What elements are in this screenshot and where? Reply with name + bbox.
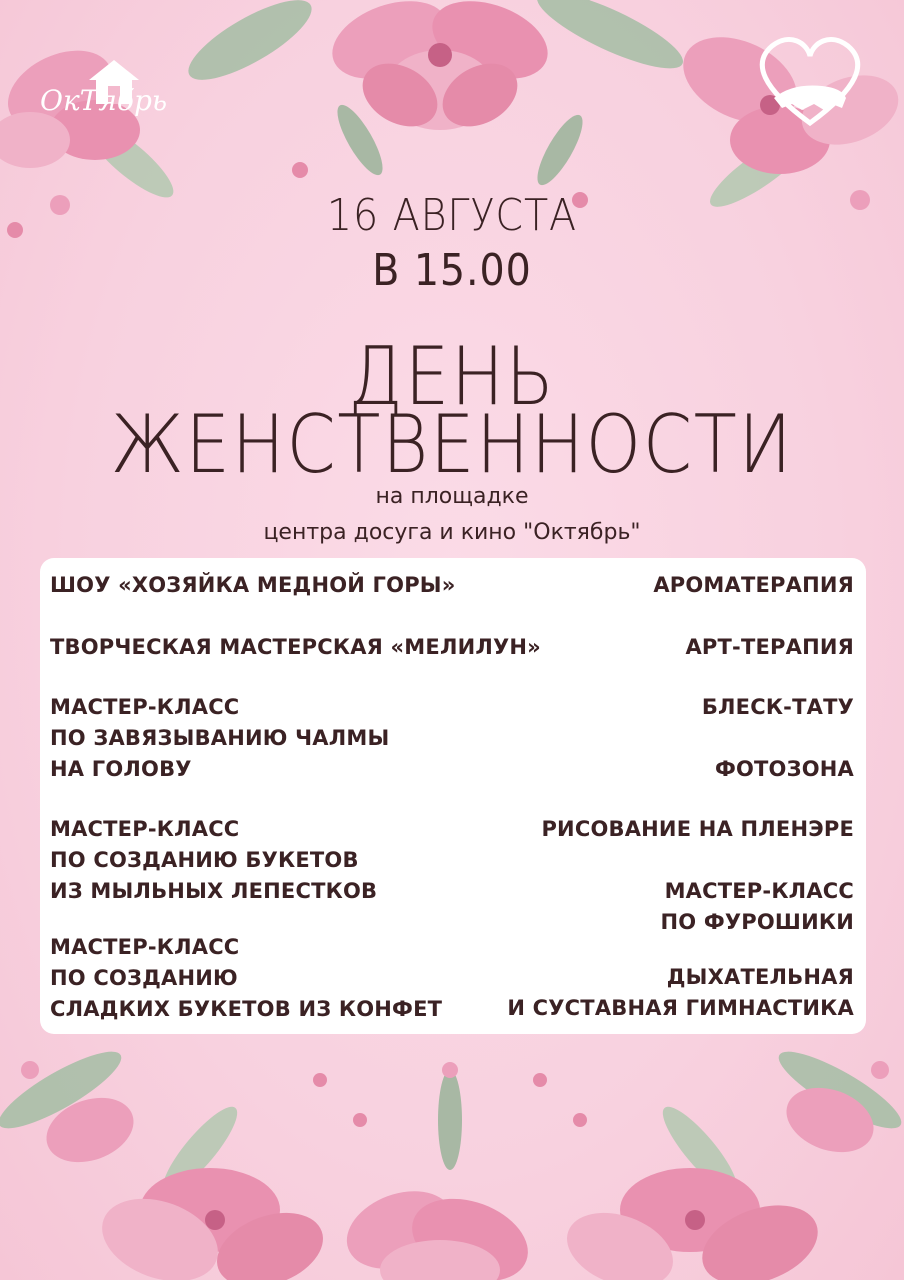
- program-item-text: МАСТЕР-КЛАСС: [50, 817, 240, 841]
- program-item-text: РИСОВАНИЕ НА ПЛЕНЭРЕ: [541, 817, 854, 841]
- program-item-text: ПО ФУРОШИКИ: [660, 910, 854, 934]
- program-item-left: [50, 814, 377, 907]
- house-logo-icon: [34, 40, 194, 140]
- program-item-right: [653, 570, 854, 601]
- event-date: 16 АВГУСТА: [326, 190, 578, 241]
- event-time: В 15.00: [372, 245, 532, 296]
- program-item-right: [541, 814, 854, 845]
- event-title-line-2: ЖЕНСТВЕННОСТИ: [110, 398, 794, 491]
- program-item-text: МАСТЕР-КЛАСС: [50, 695, 240, 719]
- program-item-text: МАСТЕР-КЛАСС: [664, 879, 854, 903]
- program-item-text: ДЫХАТЕЛЬНАЯ: [666, 965, 854, 989]
- program-item-text: СЛАДКИХ БУКЕТОВ ИЗ КОНФЕТ: [50, 997, 443, 1021]
- program-item-right: [702, 692, 854, 723]
- program-item-text: ТВОРЧЕСКАЯ МАСТЕРСКАЯ «МЕЛИЛУН»: [50, 635, 541, 659]
- venue-line-1: на площадке: [375, 484, 529, 509]
- program-item-text: НА ГОЛОВУ: [50, 757, 192, 781]
- venue-line-2: центра досуга и кино "Октябрь": [263, 520, 641, 545]
- svg-text:ОкТябрь: ОкТябрь: [40, 84, 168, 117]
- program-item-text: ПО ЗАВЯЗЫВАНИЮ ЧАЛМЫ: [50, 726, 390, 750]
- program-item-left: [50, 570, 456, 601]
- program-item-text: ФОТОЗОНА: [714, 757, 854, 781]
- program-item-text: МАСТЕР-КЛАСС: [50, 935, 240, 959]
- program-item-text: АРОМАТЕРАПИЯ: [653, 573, 854, 597]
- program-item-text: И СУСТАВНАЯ ГИМНАСТИКА: [507, 996, 854, 1020]
- program-item-right: [715, 754, 854, 785]
- program-panel: [40, 558, 866, 1034]
- floral-decoration-bottom-icon: [0, 1010, 904, 1280]
- program-item-right: [661, 876, 854, 938]
- program-item-left: [50, 692, 389, 785]
- program-item-text: АРТ-ТЕРАПИЯ: [685, 635, 854, 659]
- program-item-text: ПО СОЗДАНИЮ БУКЕТОВ: [50, 848, 359, 872]
- program-item-text: ШОУ «ХОЗЯЙКА МЕДНОЙ ГОРЫ»: [50, 573, 456, 597]
- program-item-right: [685, 632, 854, 663]
- program-item-text: БЛЕСК-ТАТУ: [701, 695, 854, 719]
- program-item-text: ПО СОЗДАНИЮ: [50, 966, 238, 990]
- event-title-line-1: ДЕНЬ: [348, 330, 556, 423]
- program-item-text: ИЗ МЫЛЬНЫХ ЛЕПЕСТКОВ: [50, 879, 378, 903]
- heart-bear-logo-icon: [752, 28, 868, 128]
- program-item-left: [50, 632, 541, 663]
